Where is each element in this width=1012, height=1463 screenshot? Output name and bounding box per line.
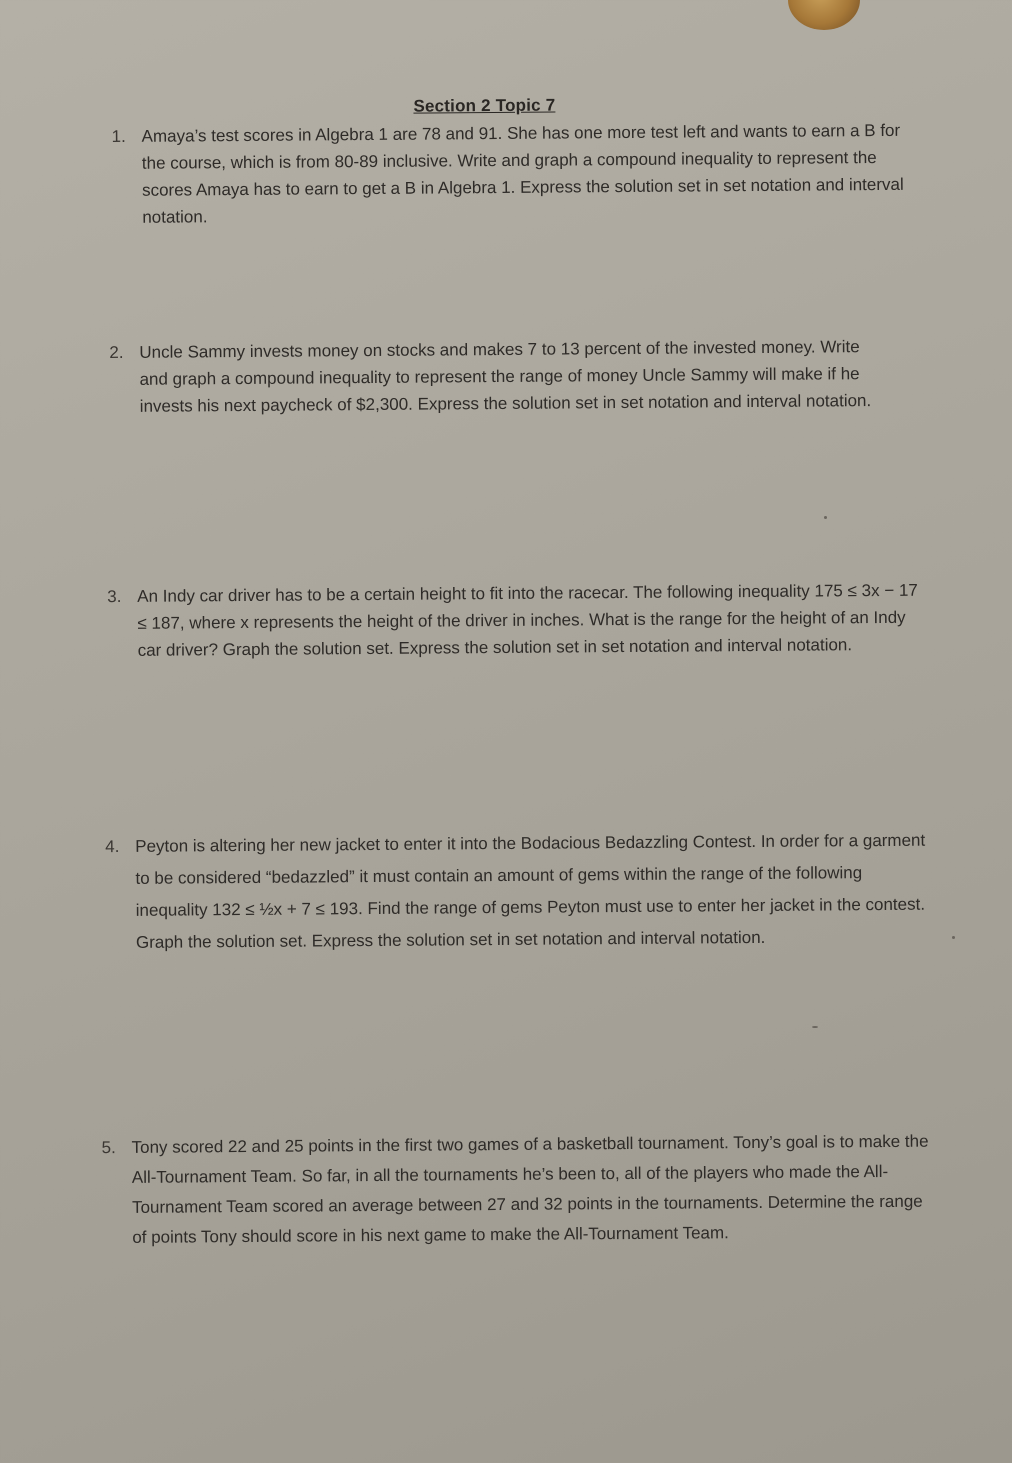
worksheet-page	[0, 86, 1012, 1394]
problem-4-text: Peyton is altering her new jacket to enter it into the Bodacious Bedazzling Contest. In order for a garment to be considered “bedazzled” it must contain an amount of gems within the range of the following inequality 132 ≤ ½x + 7 ≤ 193. Find the range of gems Peyton must use to enter her jacket in the contest. Graph the solution set. Express the solution set in set notation and interval notation.	[135, 830, 926, 952]
stray-mark	[952, 936, 955, 939]
problem-2-number: 2.	[109, 342, 124, 363]
stray-mark	[824, 516, 827, 519]
problem-5-number: 5.	[101, 1138, 116, 1158]
problem-4	[105, 825, 936, 959]
worksheet-title: Section 2 Topic 7	[413, 95, 556, 116]
problem-3-text: An Indy car driver has to be a certain height to fit into the racecar. The following inequality 175 ≤ 3x − 17 ≤ 187, where x represents the height of the driver in inches. What is the range for the height of an Indy car driver? Graph the solution set. Express the solution set in set notation and interval notation.	[137, 580, 918, 660]
problem-1-text: Amaya’s test scores in Algebra 1 are 78 and 91. She has one more test left and wants to earn a B for the course, which is from 80-89 inclusive. Write and graph a compound inequality to represent the scores Amaya has to earn to get a B in Algebra 1. Express the solution set in set notation and interval notation.	[141, 120, 904, 227]
problem-2-text: Uncle Sammy invests money on stocks and makes 7 to 13 percent of the invested money. Write and graph a compound inequality to represent the range of money Uncle Sammy will make if he invests his next paycheck of $2,300. Express the solution set in set notation and interval notation.	[139, 337, 872, 416]
problem-1-number: 1.	[111, 126, 126, 147]
problem-5-text: Tony scored 22 and 25 points in the first two games of a basketball tournament. Tony’s goal is to make the All-Tournament Team. So far, in all the tournaments he’s been to, all of the players who made the All-Tournament Team scored an average between 27 and 32 points in the tournaments. Determine the range of points Tony should score in his next game to make the All-Tournament Team.	[131, 1131, 929, 1247]
problem-3-number: 3.	[107, 586, 122, 607]
problem-3	[107, 577, 930, 664]
problem-1	[111, 117, 915, 231]
corner-object	[788, 0, 860, 30]
problem-4-number: 4.	[105, 836, 120, 857]
problem-5	[101, 1127, 932, 1253]
problem-2	[109, 333, 888, 420]
stray-mark	[812, 1026, 818, 1028]
